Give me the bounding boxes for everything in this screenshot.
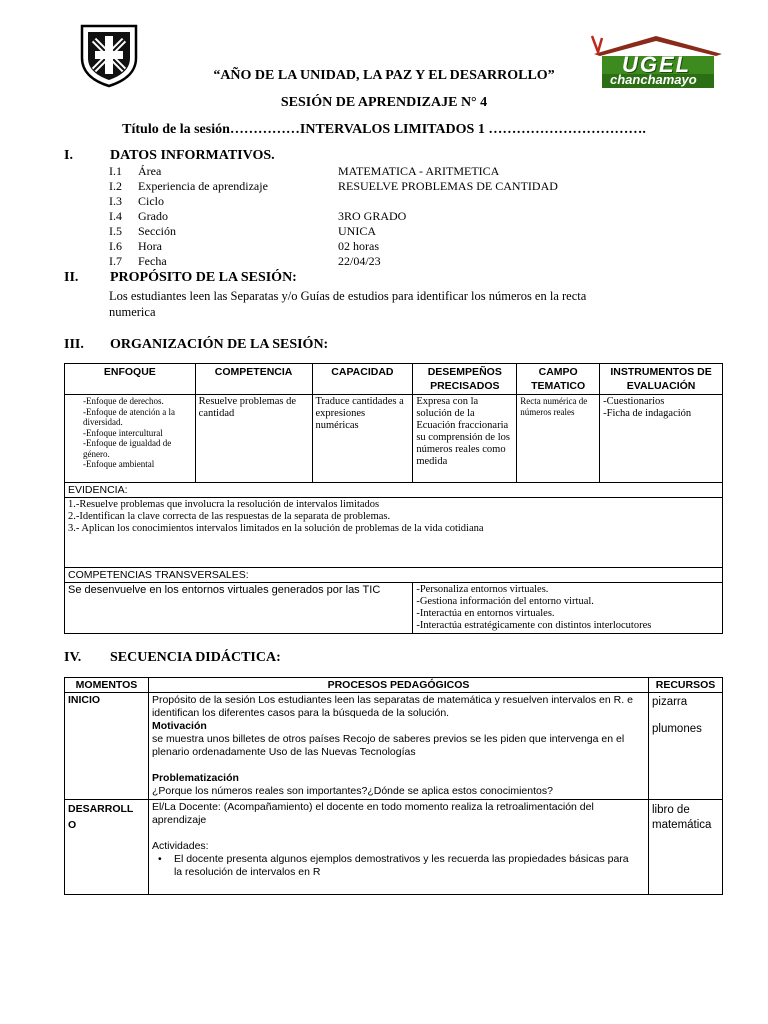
section-2-heading bbox=[64, 270, 564, 288]
section-3-title: ORGANIZACIÓN DE LA SESIÓN: bbox=[110, 337, 329, 352]
col-header-momentos: MOMENTOS bbox=[65, 678, 149, 693]
info-num: I.1 bbox=[109, 164, 122, 178]
col-header-procesos: PROCESOS PEDAGÓGICOS bbox=[148, 678, 648, 693]
bullet-icon: • bbox=[157, 853, 162, 865]
col-header-campo: CAMPO TEMATICO bbox=[517, 364, 600, 395]
motivacion-line: se muestra unos billetes de otros países Recojo de saberes previos se les piden que intervenga en el bbox=[151, 733, 625, 745]
info-num: I.2 bbox=[109, 179, 122, 193]
info-num: I.6 bbox=[109, 239, 122, 253]
info-value: 3RO GRADO bbox=[338, 209, 407, 223]
info-label: Área bbox=[138, 164, 162, 178]
transversal-capacidad-item: -Personaliza entornos virtuales. bbox=[416, 584, 549, 595]
enfoque-item: -Enfoque de igualdad de género. bbox=[83, 438, 172, 459]
transversales-label: COMPETENCIAS TRANSVERSALES: bbox=[65, 568, 723, 583]
docente-line: aprendizaje bbox=[151, 814, 207, 826]
transversales-row bbox=[65, 583, 723, 634]
capacidad-cell: Traduce cantidades a expresiones numéricas bbox=[312, 395, 413, 483]
recurso-item: plumones bbox=[652, 723, 702, 735]
evidencia-label: EVIDENCIA: bbox=[65, 483, 723, 498]
info-value: MATEMATICA - ARITMETICA bbox=[338, 164, 500, 178]
session-title-line bbox=[0, 122, 768, 138]
evidencia-label-row bbox=[65, 483, 723, 498]
proposito-line: identifican los diferentes casos para la búsqueda de la solución. bbox=[151, 707, 450, 719]
purpose-text bbox=[109, 288, 709, 320]
table-row bbox=[65, 693, 723, 800]
spacer bbox=[152, 759, 645, 772]
info-label: Experiencia de aprendizaje bbox=[138, 179, 268, 193]
bullet-item bbox=[152, 853, 645, 866]
info-label: Sección bbox=[138, 224, 176, 238]
info-value: 02 horas bbox=[338, 239, 379, 253]
competencia-cell: Resuelve problemas de cantidad bbox=[195, 395, 312, 483]
campo-cell: Recta numérica de números reales bbox=[517, 395, 600, 483]
session-number: SESIÓN DE APRENDIZAJE N° 4 bbox=[280, 95, 488, 110]
info-num: I.4 bbox=[109, 209, 122, 223]
docente-line: El/La Docente: (Acompañamiento) el docente en todo momento realiza la retroalimentación del bbox=[151, 801, 594, 813]
info-value: UNICA bbox=[338, 224, 376, 238]
col-header-desempenos: DESEMPEÑOS PRECISADOS bbox=[413, 364, 517, 395]
procesos-desarrollo bbox=[148, 800, 648, 895]
spacer bbox=[152, 827, 645, 840]
momento-desarrollo bbox=[65, 800, 149, 895]
enfoque-cell bbox=[65, 395, 196, 483]
didactic-sequence-table bbox=[64, 677, 723, 895]
evidencia-cell bbox=[65, 498, 723, 568]
bullet-text-line: la resolución de intervalos en R bbox=[173, 866, 321, 878]
evidencia-item: 3.- Aplican los conocimientos intervalos limitados en la solución de problemas de la vida cotidiana bbox=[68, 523, 484, 534]
problematizacion-label: Problematización bbox=[151, 772, 239, 784]
evidencia-item: 1.-Resuelve problemas que involucra la resolución de intervalos limitados bbox=[68, 499, 380, 510]
evidencia-item: 2.-Identifican la clave correcta de las respuestas de la separata de problemas. bbox=[68, 511, 391, 522]
info-label: Fecha bbox=[138, 254, 167, 268]
transversal-capacidad-item: -Interactúa en entornos virtuales. bbox=[416, 608, 555, 619]
instrumentos-cell bbox=[600, 395, 723, 483]
section-4-number: IV. bbox=[64, 650, 82, 665]
col-header-instrumentos: INSTRUMENTOS DE EVALUACIÓN bbox=[600, 364, 723, 395]
desempenos-cell: Expresa con la solución de la Ecuación fraccionaria su comprensión de los números reales como medida bbox=[413, 395, 517, 483]
transversales-label-row bbox=[65, 568, 723, 583]
col-header-recursos: RECURSOS bbox=[649, 678, 723, 693]
year-motto: “AÑO DE LA UNIDAD, LA PAZ Y EL DESARROLLO” bbox=[213, 68, 555, 83]
momento-desarrollo-line: DESARROLL bbox=[68, 803, 134, 815]
section-2-number: II. bbox=[64, 270, 79, 285]
procesos-inicio bbox=[148, 693, 648, 800]
problematizacion-text: ¿Porque los números reales son importantes?¿Dónde se aplica estos conocimientos? bbox=[151, 785, 553, 797]
transversal-capacidad-item: -Gestiona información del entorno virtual. bbox=[416, 596, 594, 607]
table-row bbox=[65, 395, 723, 483]
purpose-line: numerica bbox=[109, 305, 156, 319]
purpose-line: Los estudiantes leen las Separatas y/o Guías de estudios para identificar los números en la recta bbox=[109, 289, 587, 303]
session-title-dots-before: …………… bbox=[229, 122, 300, 137]
transversal-competencia-cell: Se desenvuelve en los entornos virtuales generados por las TIC bbox=[65, 583, 413, 634]
section-3-heading bbox=[64, 337, 564, 355]
table-header-row bbox=[65, 678, 723, 693]
session-title-label: Título de la sesión bbox=[122, 122, 230, 137]
info-label: Ciclo bbox=[138, 194, 164, 208]
session-title-dots-after: ……………………………. bbox=[484, 122, 646, 137]
transversal-capacidades-cell bbox=[413, 583, 723, 634]
recurso-item: pizarra bbox=[652, 696, 688, 708]
enfoque-item: -Enfoque ambiental bbox=[83, 459, 155, 469]
info-num: I.3 bbox=[109, 194, 122, 208]
recurso-item: matemática bbox=[652, 819, 712, 831]
table-header-row bbox=[65, 364, 723, 395]
info-value: RESUELVE PROBLEMAS DE CANTIDAD bbox=[338, 179, 558, 193]
table-row bbox=[65, 800, 723, 895]
evidencia-row bbox=[65, 498, 723, 568]
recursos-desarrollo bbox=[649, 800, 723, 895]
bullet-text-line: El docente presenta algunos ejemplos demostrativos y les recuerda las propiedades básicas para bbox=[173, 853, 629, 865]
info-num: I.5 bbox=[109, 224, 122, 238]
momento-inicio: INICIO bbox=[65, 693, 149, 800]
info-num: I.7 bbox=[109, 254, 122, 268]
transversal-capacidad-item: -Interactúa estratégicamente con distintos interlocutores bbox=[416, 620, 652, 631]
session-title: INTERVALOS LIMITADOS 1 bbox=[299, 122, 485, 137]
info-label: Hora bbox=[138, 239, 162, 253]
enfoque-item: -Enfoque de atención a la diversidad. bbox=[83, 406, 175, 427]
ugel-logo-subtext: chanchamayo bbox=[610, 72, 697, 87]
motivacion-label: Motivación bbox=[151, 720, 207, 732]
info-label: Grado bbox=[138, 209, 168, 223]
info-value: 22/04/23 bbox=[338, 254, 381, 268]
organization-table bbox=[64, 363, 723, 634]
section-4-heading bbox=[64, 650, 564, 668]
recursos-inicio bbox=[649, 693, 723, 800]
actividades-label: Actividades: bbox=[151, 840, 209, 852]
recurso-item: libro de bbox=[652, 804, 690, 816]
motivacion-line: plenario ordenadamente Uso de las Nuevas Tecnologías bbox=[151, 746, 416, 758]
section-1-number: I. bbox=[64, 148, 73, 163]
instrumento-item: -Ficha de indagación bbox=[603, 408, 692, 419]
proposito-line: Propósito de la sesión Los estudiantes leen las separatas de matemática y resuelven intervalos en R. e bbox=[151, 694, 633, 706]
momento-desarrollo-line: O bbox=[68, 819, 77, 831]
enfoque-item: -Enfoque de derechos. bbox=[83, 396, 164, 406]
instrumento-item: -Cuestionarios bbox=[603, 396, 665, 407]
col-header-competencia: COMPETENCIA bbox=[195, 364, 312, 395]
section-4-title: SECUENCIA DIDÁCTICA: bbox=[110, 650, 281, 665]
col-header-enfoque: ENFOQUE bbox=[65, 364, 196, 395]
ugel-logo-text: UGEL bbox=[622, 52, 692, 77]
enfoque-item: -Enfoque intercultural bbox=[83, 427, 163, 438]
col-header-capacidad: CAPACIDAD bbox=[312, 364, 413, 395]
section-2-title: PROPÓSITO DE LA SESIÓN: bbox=[110, 270, 297, 285]
section-3-number: III. bbox=[64, 337, 84, 352]
section-1-title: DATOS INFORMATIVOS. bbox=[110, 148, 275, 163]
